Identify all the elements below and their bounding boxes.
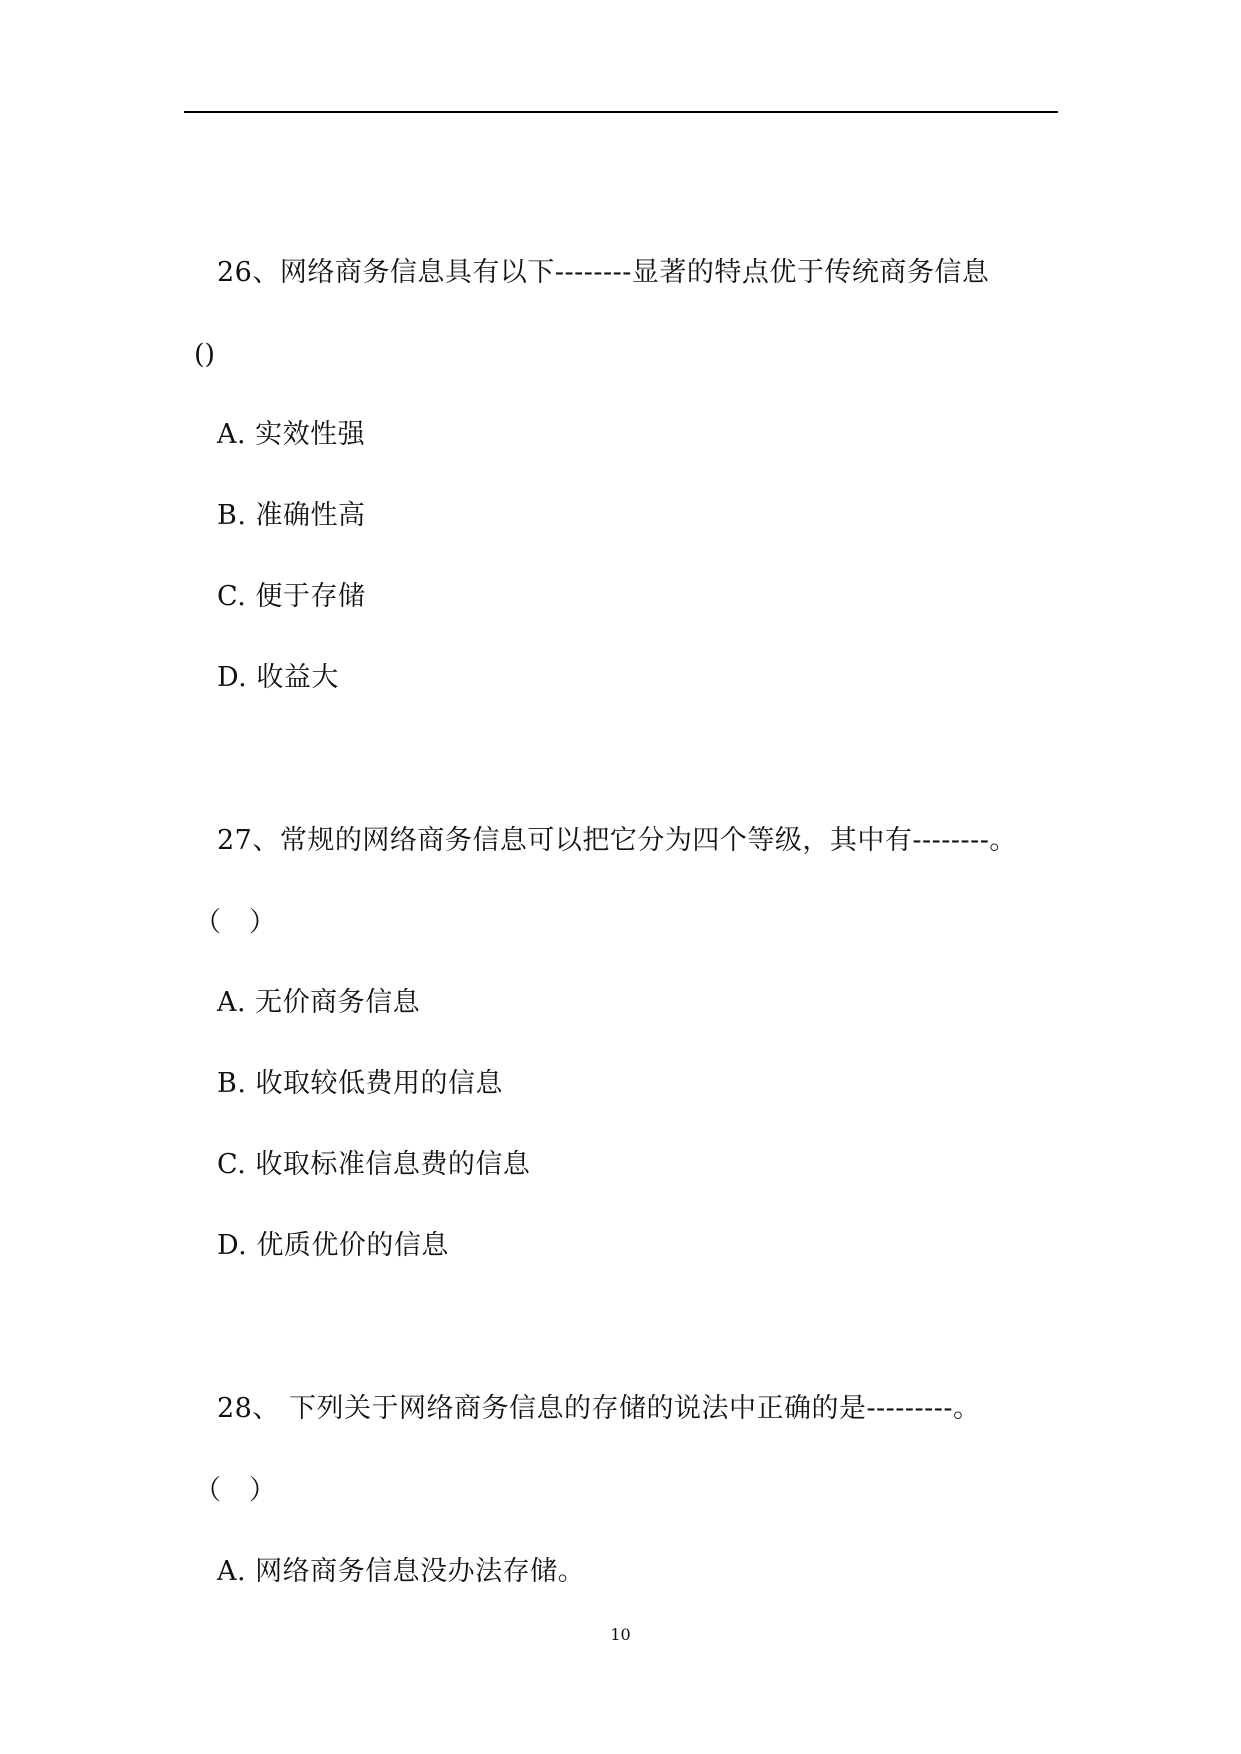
- page-number: 10: [610, 1625, 631, 1644]
- question-27-stem: 27、常规的网络商务信息可以把它分为四个等级，其中有--------。: [217, 825, 1017, 856]
- question-27-answer-blank: （ ）: [194, 907, 277, 938]
- question-26-option-b: B. 准确性高: [217, 500, 366, 531]
- question-28-stem: 28、 下列关于网络商务信息的存储的说法中正确的是---------。: [217, 1393, 981, 1424]
- question-26-option-a: A. 实效性强: [217, 419, 366, 450]
- question-27-option-b: B. 收取较低费用的信息: [217, 1068, 504, 1099]
- question-26-option-d: D. 收益大: [217, 662, 339, 693]
- header-rule: [184, 111, 1058, 113]
- question-26-stem: 26、网络商务信息具有以下--------显著的特点优于传统商务信息: [217, 257, 990, 288]
- question-28-answer-blank: （ ）: [194, 1475, 277, 1506]
- question-27-option-c: C. 收取标准信息费的信息: [217, 1149, 531, 1180]
- question-26-answer-blank: (): [194, 339, 216, 370]
- question-28-option-a: A. 网络商务信息没办法存储。: [217, 1556, 586, 1587]
- question-27-option-a: A. 无价商务信息: [217, 987, 421, 1018]
- question-26-option-c: C. 便于存储: [217, 581, 366, 612]
- question-27-option-d: D. 优质优价的信息: [217, 1230, 449, 1261]
